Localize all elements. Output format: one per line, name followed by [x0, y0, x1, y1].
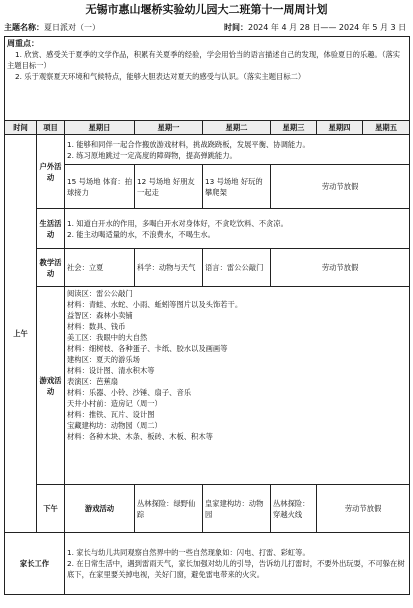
play-line: 益智区：森林小卖铺: [67, 311, 133, 320]
header-day-mon: 星期一: [135, 121, 203, 135]
focus-row: [5, 37, 410, 121]
header-row: [5, 121, 410, 135]
header-day-wed: 星期三: [271, 121, 317, 135]
play-label: 游戏活动: [37, 287, 65, 485]
teaching-holiday: 劳动节放假: [271, 249, 410, 287]
theme-value: 夏日派对（一）: [44, 23, 100, 32]
parents-item-1: 1. 家长与幼儿共同观察自然界中的一些自然现象如：闪电、打雷、彩虹等。: [67, 548, 310, 557]
focus-item-1: 1. 欣赏、感受关于夏季的文学作品，积累有关夏季的经验，学会用恰当的语言描述自己的发现，体验夏日的乐趣。（落实主题目标一）: [7, 50, 401, 70]
time-label: 时间：: [224, 23, 248, 32]
play-line: 表演区：芭蕉扇: [67, 377, 119, 386]
life-label: 生活活动: [37, 209, 65, 249]
header-day-thu: 星期四: [317, 121, 363, 135]
parents-label: 家长工作: [5, 533, 65, 595]
time-value: 2024 年 4 月 28 日—— 2024 年 5 月 3 日: [248, 23, 407, 32]
outdoor-mon: 12 号场地 好朋友一起走: [135, 165, 203, 209]
play-line: 材料：设计图、清水积木等: [67, 366, 155, 375]
play-line: 建构区：夏天的游乐场: [67, 355, 140, 364]
outdoor-label: 户外活动: [37, 135, 65, 209]
teaching-mon: 科学：动物与天气: [135, 249, 203, 287]
afternoon-play-label: 游戏活动: [65, 485, 135, 533]
outdoor-note-2: 2. 练习原地跳过一定高度的障碍物，提高弹跳能力。: [67, 150, 237, 160]
header-day-sun: 星期日: [65, 121, 135, 135]
afternoon-play-mon: 皇家建构坊：动物园: [203, 485, 271, 533]
play-line: 材料：各种木块、木条、板砖、木板、积木等: [67, 432, 213, 441]
play-line: 材料：推铁、瓦片、设计图: [67, 410, 155, 419]
play-line: 宝藏建构坊：动物园（周二）: [67, 421, 162, 430]
play-row: [5, 287, 410, 485]
teaching-row: [5, 249, 410, 287]
afternoon-play-tue: 丛林探险：穿越火线: [271, 485, 317, 533]
play-line: 阅读区：雷公公敲门: [67, 289, 133, 298]
plan-table: [4, 36, 410, 595]
play-line: 美工区：我眼中的大自然: [67, 333, 148, 342]
page-title: 无锡市惠山堰桥实验幼儿园大二班第十一周周计划: [85, 3, 328, 16]
header-day-tue: 星期二: [203, 121, 271, 135]
afternoon-play-sun: 丛林探险：绿野仙踪: [135, 485, 203, 533]
period-morning: 上午: [5, 135, 37, 533]
outdoor-days-row: [5, 165, 410, 209]
parents-item-2: 2. 在日常生活中，遇到雷雨天气，家长加强对幼儿的引导，告诉幼儿打雷时，不要外出玩耍，不可躲在树底下，在家里要关掉电视，关好门窗，避免雷电带来的火灾。: [67, 559, 405, 579]
header-time: 时间: [5, 121, 37, 135]
focus-item-2: 2. 乐于观察夏天环境和气候特点，能够大胆表达对夏天的感受与认识。（落实主题目标二）: [15, 72, 306, 81]
meta-row: [0, 20, 413, 36]
life-row: [5, 209, 410, 249]
teaching-tue: 语言：雷公公敲门: [203, 249, 271, 287]
teaching-label: 教学活动: [37, 249, 65, 287]
header-item: 项目: [37, 121, 65, 135]
life-note-2: 2. 能主动喝适量的水，不浪费水，不喝生水。: [67, 229, 215, 239]
outdoor-notes-row: [5, 135, 410, 165]
outdoor-holiday: 劳动节放假: [271, 165, 410, 209]
afternoon-play-holiday: 劳动节放假: [317, 485, 410, 533]
outdoor-sun: 15 号场地 体育：拍球接力: [65, 165, 135, 209]
afternoon-play-row: [5, 485, 410, 533]
parents-row: [5, 533, 410, 595]
outdoor-tue: 13 号场地 好玩的攀爬架: [203, 165, 271, 209]
outdoor-note-1: 1. 能够和同伴一起合作搬放游戏材料，挑战跷跷板，发展平衡、协调能力。: [67, 139, 310, 149]
play-line: 材料：数具、钱币: [67, 322, 126, 331]
focus-heading: 周重点：: [7, 39, 39, 48]
header-day-fri: 星期五: [363, 121, 410, 135]
period-afternoon: 下午: [37, 485, 65, 533]
theme-label: 主题名称：: [4, 23, 44, 32]
play-line: 材料：乐器、小铃、沙锤、扇子、音乐: [67, 388, 192, 397]
play-line: 天井小村前：造房记（周一）: [67, 399, 162, 408]
play-line: 材料：细树枝、各种蛋子、卡纸、胶水以及画画等: [67, 344, 228, 353]
play-line: 材料：青蛙、水蛇、小雨、蚯蚓等图片以及头饰若干。: [67, 300, 243, 309]
life-note-1: 1. 知道白开水的作用，多喝白开水对身体好，不贪吃饮料、不贪凉。: [67, 218, 288, 228]
teaching-sun: 社会：立夏: [65, 249, 135, 287]
